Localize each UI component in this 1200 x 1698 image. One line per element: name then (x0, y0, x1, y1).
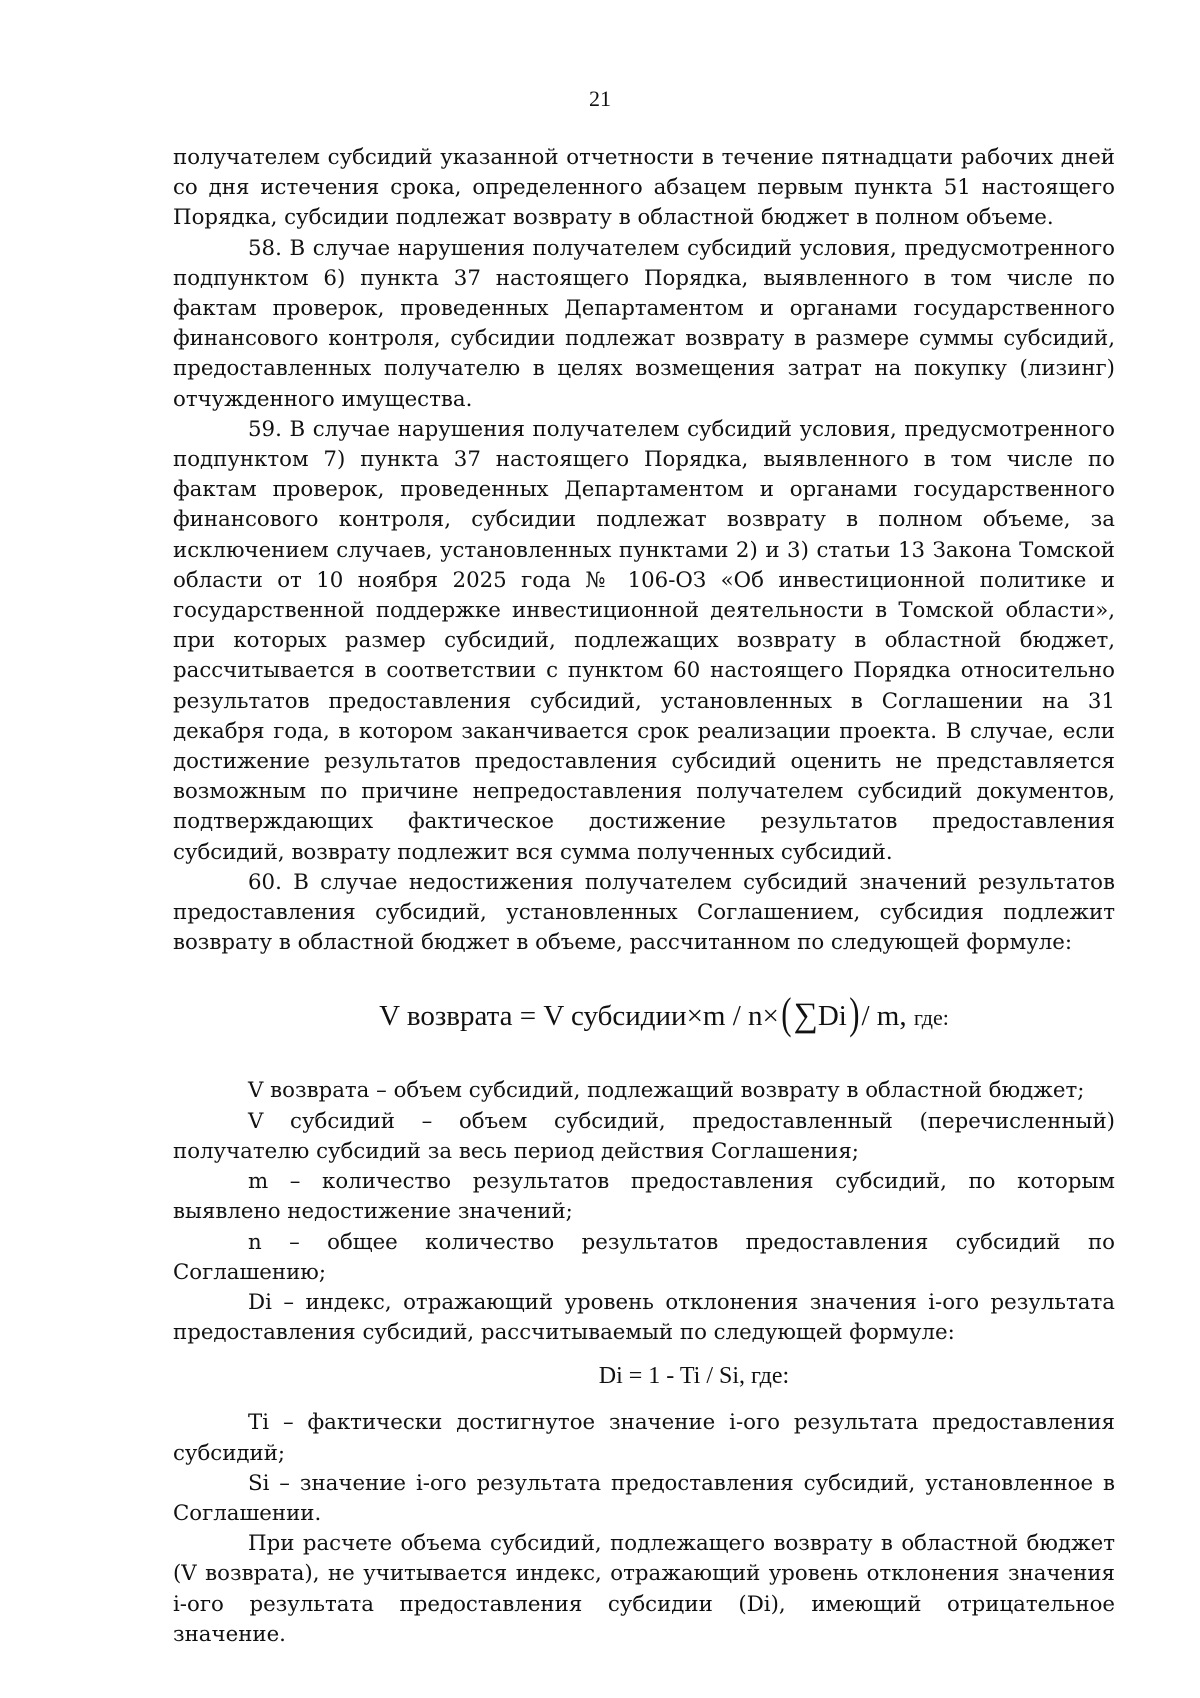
return-volume-formula (213, 989, 1115, 1039)
formula-times-sign: × (686, 1000, 703, 1033)
definition-v-return: V возврата – объем субсидий, подлежащий возврату в областной бюджет; (248, 1078, 1085, 1104)
formula-lhs: V возврата = V субсидии (379, 1000, 687, 1033)
formula-div-m: / m, (861, 1000, 907, 1033)
formula-m-over-n: m / n (702, 1000, 763, 1033)
definition-di: Di – индекс, отражающий уровень отклонения значения i-ого результата предоставления субсидий, рассчитываемый по следующей формуле: (173, 1289, 1115, 1346)
formula-times-sign-2: × (762, 1000, 779, 1033)
di-formula: Di = 1 - Ti / Si, где: (598, 1363, 790, 1390)
definition-ti: Ti – фактически достигнутое значение i-ого результата предоставления субсидий; (173, 1410, 1115, 1466)
definition-si: Si – значение i-ого результата предоставления субсидий, установленное в Соглашении. (173, 1470, 1115, 1526)
formula-open-paren: ( (781, 989, 792, 1039)
paragraph-59: 59. В случае нарушения получателем субсидий условия, предусмотренного подпунктом 7) пункта 37 настоящего Порядка, выявленного в том числе по фактам проверок, проведенных Департаментом и органами государственного финансового контроля, субсидии подлежат возврату в полном объеме, за исключением случаев, установленных пунктами 2) и 3) статьи 13 Закона Томской области от 10 ноября 2025 года № 106-ОЗ «Об инвестиционной политике и государственной поддержке инвестиционной деятельности в Томской области», при которых размер субсидий, подлежащих возврату в областной бюджет, рассчитывается в соответствии с пунктом 60 настоящего Порядка относительно результатов предоставления субсидий, установленных в Соглашении на 31 декабря года, в котором заканчивается срок реализации проекта. В случае, если достижение результатов предоставления субсидий оценить не представляется возможным по причине непредоставления получателем субсидий документов, подтверждающих фактическое достижение результатов предоставления субсидий, возврату подлежит вся сумма полученных субсидий. (173, 416, 1115, 865)
paragraph-58: 58. В случае нарушения получателем субсидий условия, предусмотренного подпунктом 6) пункта 37 настоящего Порядка, выявленного в том числе по фактам проверок, проведенных Департаментом и органами государственного финансового контроля, субсидии подлежат возврату в размере суммы субсидий, предоставленных получателю в целях возмещения затрат на покупку (лизинг) отчужденного имущества. (173, 235, 1115, 412)
definition-n: n – общее количество результатов предоставления субсидий по Соглашению; (173, 1229, 1115, 1285)
formula-where: где: (913, 1005, 949, 1031)
paragraph-60: 60. В случае недостижения получателем субсидий значений результатов предоставления субсидий, установленных Соглашением, субсидия подлежит возврату в областной бюджет в объеме, рассчитанном по следующей формуле: (173, 869, 1115, 956)
formula-close-paren: ) (849, 989, 860, 1039)
formula-sigma: ∑ (793, 997, 818, 1035)
definition-v-subsidy: V субсидий – объем субсидий, предоставленный (перечисленный) получателю субсидий за весь период действия Соглашения; (173, 1108, 1115, 1164)
formula-di: Di (817, 1000, 847, 1033)
definition-m: m – количество результатов предоставления субсидий, по которым выявлено недостижение значений; (173, 1169, 1115, 1225)
paragraph-negative-index-note: При расчете объема субсидий, подлежащего возврату в областной бюджет (V возврата), не учитывается индекс, отражающий уровень отклонения значения i-ого результата предоставления субсидии (Di), имеющий отрицательное значение. (173, 1531, 1115, 1647)
paragraph-continuation: получателем субсидий указанной отчетности в течение пятнадцати рабочих дней со дня истечения срока, определенного абзацем первым пункта 51 настоящего Порядка, субсидии подлежат возврату в областной бюджет в полном объеме. (173, 145, 1115, 231)
page-number: 21 (589, 86, 611, 111)
document-body (173, 143, 1115, 1650)
